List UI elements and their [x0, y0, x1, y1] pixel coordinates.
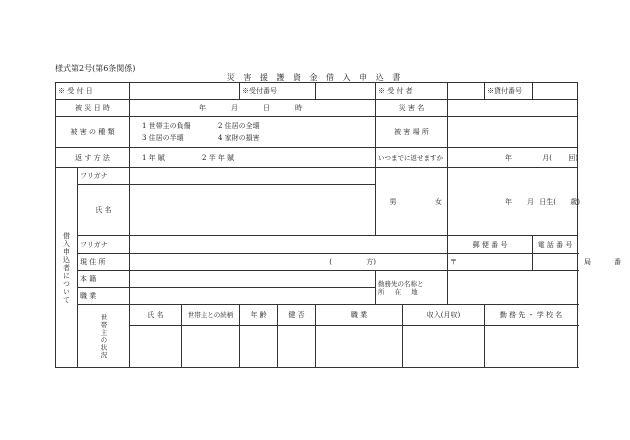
loan-application-form — [55, 82, 621, 368]
damage-place-field[interactable] — [448, 117, 578, 148]
address-label: 現 住 所 — [78, 254, 130, 271]
occupation-label: 職 業 — [78, 288, 130, 305]
occupation-field[interactable] — [130, 288, 376, 305]
address-field[interactable] — [130, 254, 448, 271]
repayment-row — [56, 148, 578, 168]
repay-option-semiannual[interactable]: 2 半 年 賦 — [202, 153, 235, 162]
disaster-date-row — [56, 100, 578, 117]
applicant-section-label: 借入申込者について — [56, 168, 78, 368]
damage-option-2[interactable]: 2 住居の全壊 — [218, 122, 260, 130]
household-relation-field[interactable] — [182, 326, 240, 368]
birth-month-unit: 月 — [527, 197, 534, 206]
repay-year-unit: 年 — [505, 153, 512, 162]
receiver-field[interactable] — [448, 83, 485, 100]
phone-exchange-unit: 局 — [584, 258, 591, 266]
household-header-row — [56, 305, 578, 326]
household-col-health: 健 否 — [278, 305, 316, 326]
honseki-field[interactable] — [130, 271, 376, 288]
form-number: 様式第2号(第6条関係) — [55, 64, 136, 73]
damage-type-options[interactable] — [130, 117, 376, 148]
disaster-name-label: 災 害 名 — [376, 100, 448, 117]
address-care-of-close: 方) — [366, 258, 376, 266]
name-field[interactable] — [130, 185, 376, 236]
age-unit: 歳) — [570, 197, 580, 206]
damage-place-label: 被 害 場 所 — [376, 117, 448, 148]
household-col-income: 収入(月収) — [403, 305, 485, 326]
workplace-field[interactable] — [448, 271, 578, 305]
household-income-field[interactable] — [403, 326, 485, 368]
postal-code-field[interactable] — [448, 254, 533, 271]
disaster-date-field[interactable] — [130, 100, 376, 117]
furigana2-row — [56, 236, 578, 254]
address-care-of-open: ( — [329, 258, 332, 266]
sex-female[interactable]: 女 — [435, 197, 442, 206]
reception-row — [56, 83, 578, 100]
furigana-field[interactable] — [130, 168, 376, 185]
reception-number-field[interactable] — [316, 83, 376, 100]
disaster-name-field[interactable] — [448, 100, 578, 117]
sex-field[interactable] — [376, 168, 448, 236]
form-title: 災 害 援 護 資 金 借 入 申 込 書 — [226, 73, 404, 82]
damage-type-label: 被 害 の 種 類 — [56, 117, 130, 148]
repay-times-unit: 回) — [568, 153, 578, 162]
honseki-row — [56, 271, 578, 288]
reception-date-field[interactable] — [130, 83, 240, 100]
reception-number-label: ※受付番号 — [240, 83, 316, 100]
reception-date-label: ※ 受 付 日 — [56, 83, 130, 100]
month-unit: 月 — [231, 104, 238, 112]
household-job-field[interactable] — [316, 326, 403, 368]
hour-unit: 時 — [295, 104, 302, 112]
repayment-method-label: 返 す 方 法 — [56, 148, 130, 168]
repay-month-unit: 月( — [542, 153, 552, 162]
damage-option-1[interactable]: 1 世帯主の負傷 — [142, 122, 191, 130]
household-age-field[interactable] — [240, 326, 278, 368]
repayment-options[interactable] — [130, 148, 376, 168]
birth-day-unit: 日生( — [539, 197, 556, 206]
household-data-row — [56, 326, 578, 368]
damage-type-row — [56, 117, 578, 148]
phone-field[interactable] — [533, 254, 621, 271]
loan-number-field[interactable] — [533, 83, 578, 100]
postal-code-label: 郵 便 番 号 — [448, 236, 533, 254]
honseki-label: 本 籍 — [78, 271, 130, 288]
receiver-label: ※ 受 付 者 — [376, 83, 448, 100]
birth-year-unit: 年 — [505, 197, 512, 206]
household-status-label: 世帯主の状況 — [78, 305, 130, 368]
furigana2-field[interactable] — [130, 236, 448, 254]
household-health-field[interactable] — [278, 326, 316, 368]
household-col-name: 氏 名 — [130, 305, 182, 326]
workplace-label-line1: 勤務先の名称と — [378, 279, 424, 288]
household-col-age: 年 齢 — [240, 305, 278, 326]
postal-mark: 〒 — [450, 258, 457, 266]
workplace-label-line2: 所 在 地 — [378, 287, 422, 296]
household-col-workplace: 勤 務 先 ・ 学 校 名 — [485, 305, 578, 326]
furigana2-label: フリガナ — [78, 236, 130, 254]
day-unit: 日 — [263, 104, 270, 112]
workplace-label — [376, 271, 448, 305]
household-col-job: 職 業 — [316, 305, 403, 326]
repay-until-label: いつまでに返せますか — [376, 148, 448, 168]
disaster-date-label: 被 災 日 時 — [56, 100, 130, 117]
furigana-row — [56, 168, 578, 185]
damage-option-3[interactable]: 3 住居の半壊 — [142, 134, 184, 142]
address-row — [56, 254, 578, 271]
household-col-relation: 世帯主との続柄 — [182, 305, 240, 326]
household-name-field[interactable] — [130, 326, 182, 368]
loan-number-label: ※貸付番号 — [485, 83, 533, 100]
birthdate-field[interactable] — [448, 168, 578, 236]
repay-until-field[interactable] — [448, 148, 578, 168]
repay-option-annual[interactable]: 1 年 賦 — [142, 153, 165, 162]
household-workplace-field[interactable] — [485, 326, 578, 368]
furigana-label: フリガナ — [78, 168, 130, 185]
phone-number-unit: 番 — [614, 258, 621, 266]
year-unit: 年 — [199, 104, 206, 112]
name-label: 氏 名 — [78, 185, 130, 236]
sex-male[interactable]: 男 — [389, 197, 397, 206]
damage-option-4[interactable]: 4 家財の損害 — [218, 134, 260, 142]
phone-label: 電 話 番 号 — [533, 236, 578, 254]
